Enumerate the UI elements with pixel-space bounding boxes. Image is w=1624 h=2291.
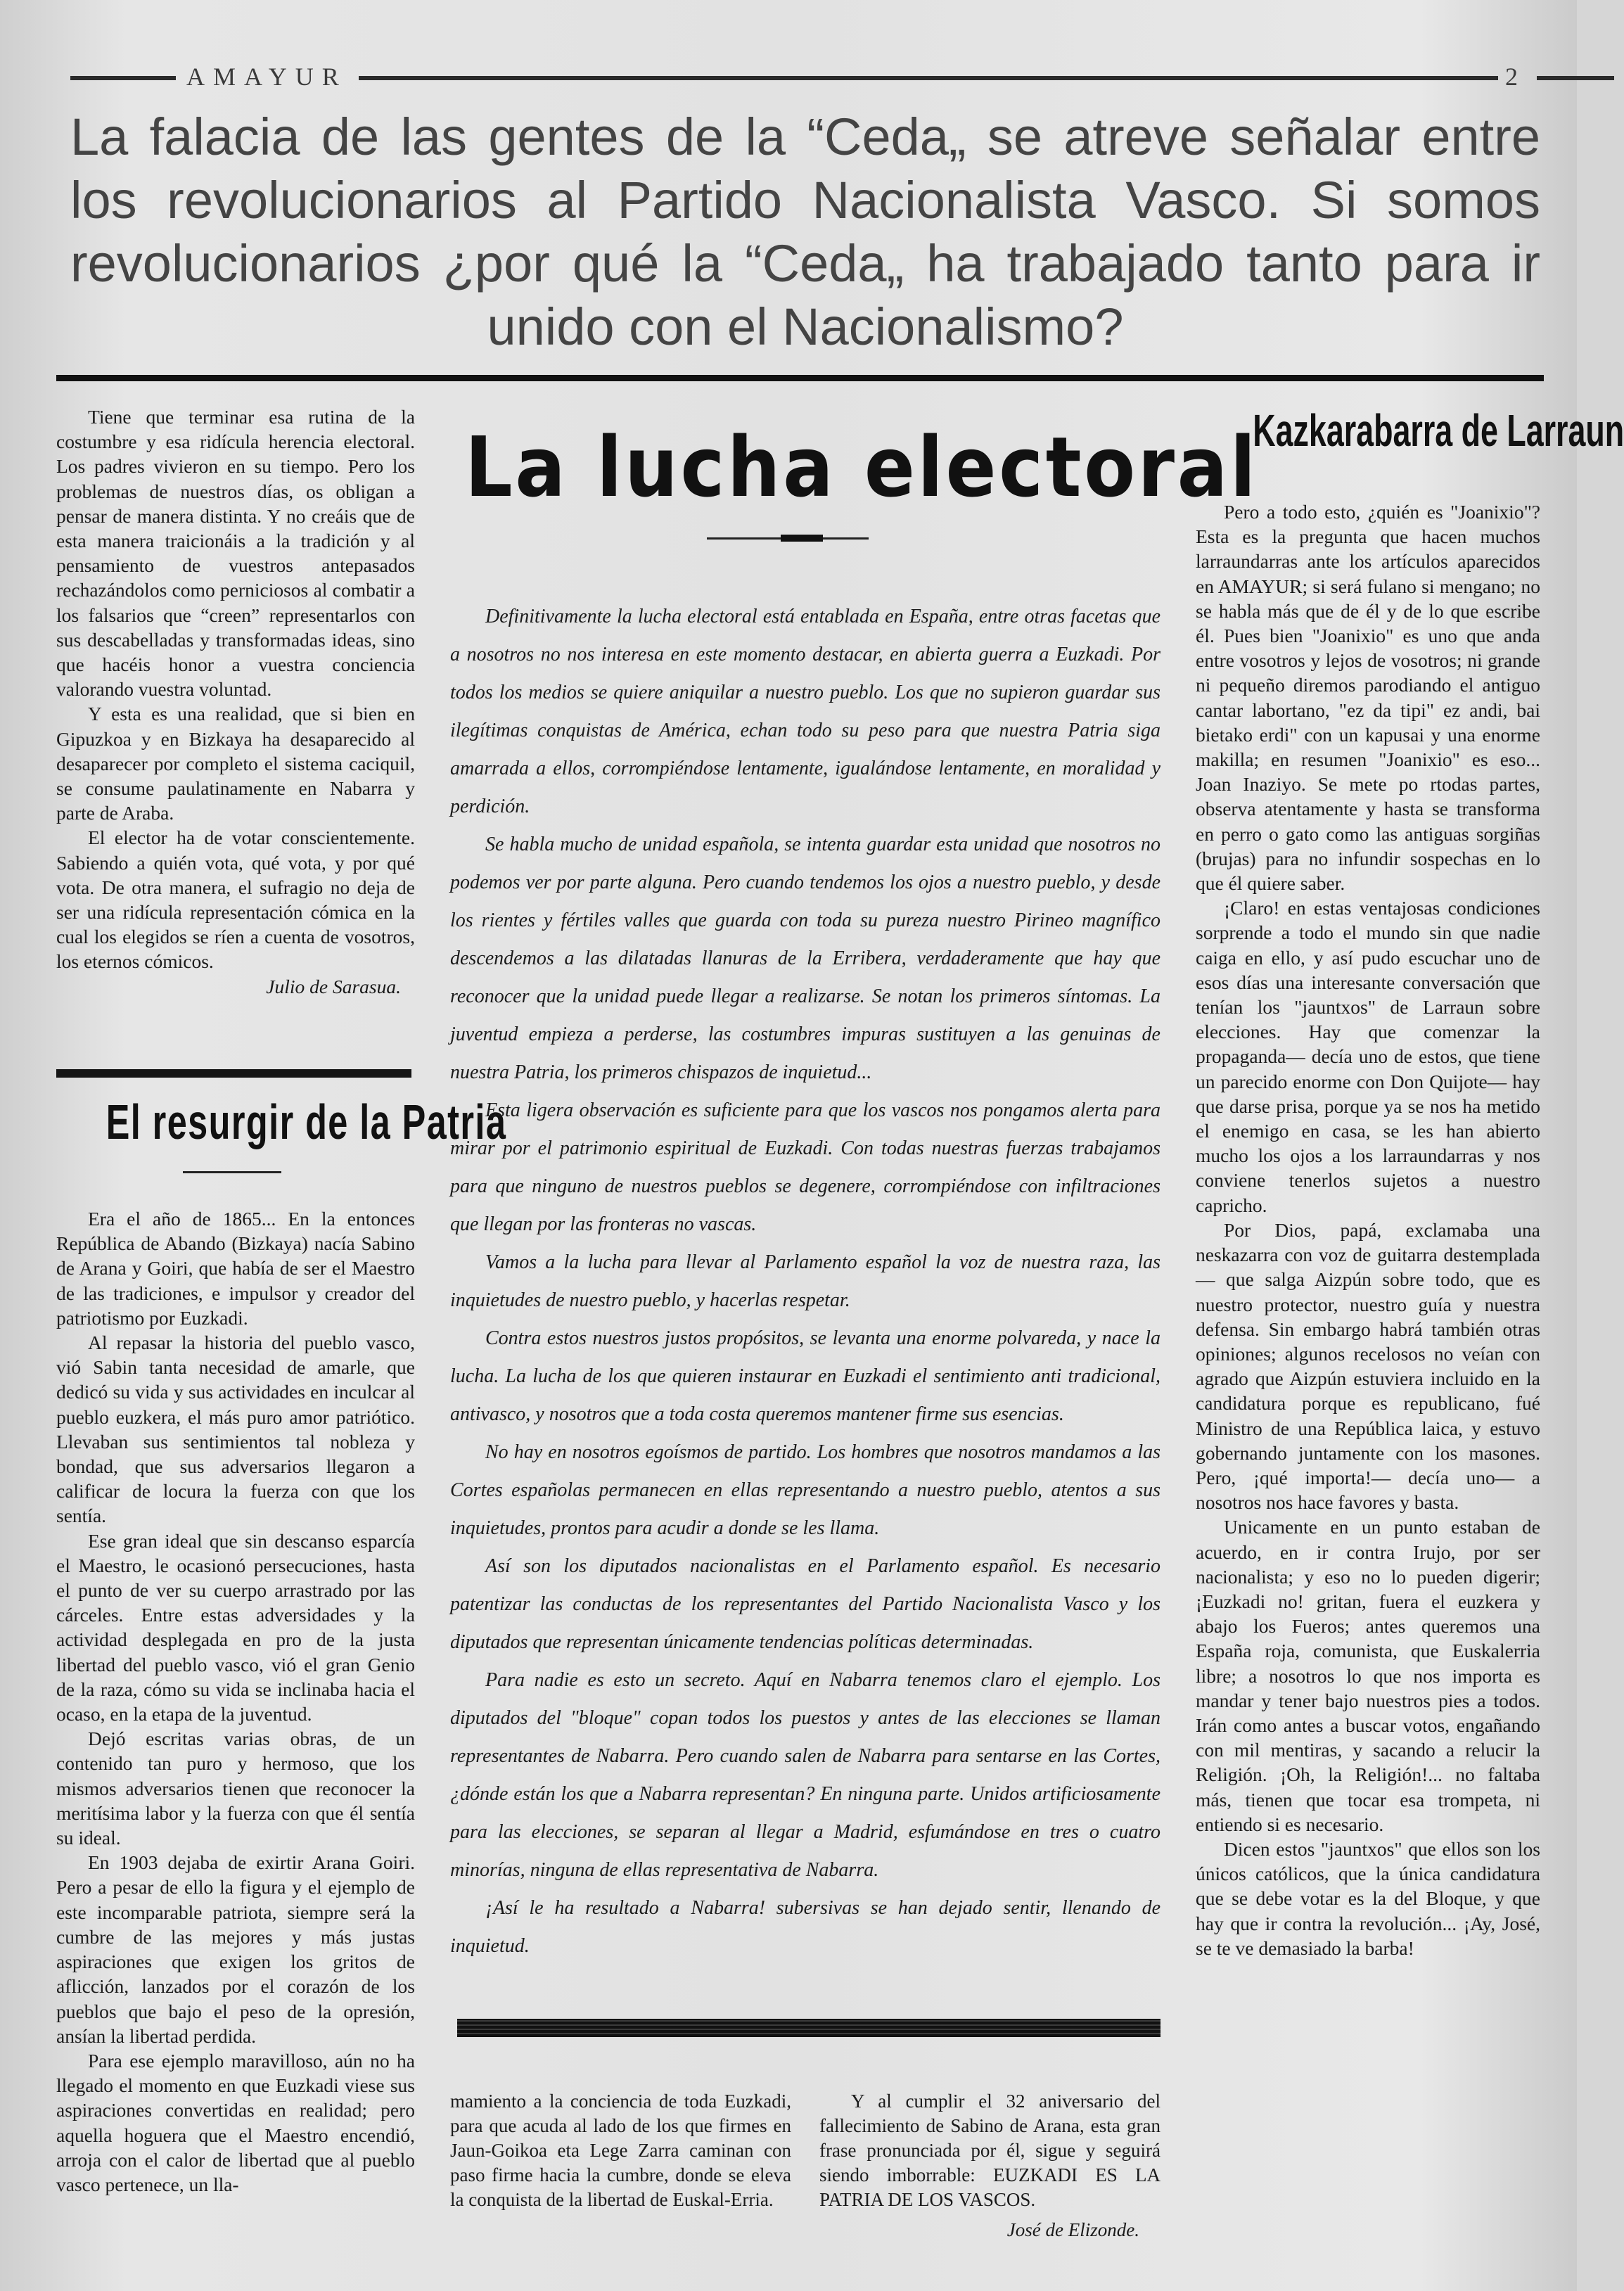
- paragraph: Y al cumplir el 32 aniversario del fallecimiento de Sabino de Arana, esta gran frase pronunciada por él, sigue y seguirá siendo imborrable: EUZKADI ES LA PATRIA DE LOS VASCOS.: [819, 2091, 1161, 2210]
- page-number: 2: [1505, 63, 1518, 91]
- paragraph: Definitivamente la lucha electoral está entablada en España, entre otras facetas que a nosotros no nos interesa en este momento destacar, en abierta guerra a Euzkadi. Por todos los medios se quiere aniquilar a nuestro pueblo. Los que no supieron guardar sus ilegítimas conquistas de América, echan todo su peso para que nuestra Patria siga amarrada a ellos, corrompiéndose lentamente, igualándose lentamente, en moralidad y perdición.: [450, 606, 1161, 817]
- resurgir-title: El resurgir de la Patria: [106, 1095, 507, 1149]
- right-article-title: Kazkarabarra de Larraun: [1253, 405, 1624, 456]
- paragraph: Ese gran ideal que sin descanso esparcía el Maestro, le ocasionó persecuciones, hasta el punto de ver su cuerpo arrastrado por las cárceles. Entre estas adversidades y la actividad desplegada en pro de la justa libertad del pueblo vasco, vió el gran Genio de la raza, cómo su vida se inclinaba hacia el ocaso, en la etapa de la juventud.: [56, 1529, 415, 1725]
- paragraph: Se habla mucho de unidad española, se intenta guardar esta unidad que nosotros no podemos ver por parte alguna. Pero cuando tendemos los ojos a nuestro pueblo, y desde los rientes y fértiles valles que guarda con toda su pureza nuestro Pirineo magnífico descendemos a las dilatadas llanuras de la Erribera, verdaderamente que hay que reconocer que la unidad puede llegar a realizarse. Se notan los primeros síntomas. La juventud empieza a perderse, las costumbres impuras sustituyen a las genuinas de nuestra Patria, los primeros chispazos de inquietud...: [450, 834, 1161, 1083]
- paragraph: ¡Claro! en estas ventajosas condiciones sorprende a todo el mundo sin que nadie caiga en ello, y así pudo escuchar uno de esos días una interesante conversación que tenían los "jauntxos" de Larraun sobre elecciones. Hay que comenzar la propaganda— decía uno de estos, que tiene un parecido enorme con Don Quijote— hay que darse prisa, porque ya se nos ha metido el enemigo en casa, se les han abierto mucho los ojos a los larraundarras y nos conviene tenerlos sujetos a nuestro capricho.: [1196, 897, 1540, 1216]
- paragraph: Por Dios, papá, exclamaba una neskazarra con voz de guitarra destemplada— que salga Aizpún sobre todo, que es nuestro protector, nuestro guía y nuestra defensa. Sin embargo habrá también otras opiniones; algunos recelosos no veían con agrado que Aizpún estuviera incluido en la candidatura porque es republicano, fué Ministro de una República laica, y estuvo gobernando juntamente con los masones. Pero, ¡qué importa!— decía uno— a nosotros nos hace favores y basta.: [1196, 1218, 1540, 1514]
- paragraph: Y esta es una realidad, que si bien en Gipuzkoa y en Bizkaya ha desaparecido al desaparecer por completo el sistema caciquil, se consume paulatinamente en Nabarra y parte de Araba.: [56, 703, 415, 824]
- section-divider: [56, 1069, 411, 1078]
- resurgir-article: [56, 1206, 415, 2197]
- paragraph: Al repasar la historia del pueblo vasco, vió Sabin tanta necesidad de amarle, que dedicó su vida y sus actividades en inculcar al pueblo euzkera, el más puro amor patriótico. Llevaban sus sentimientos tal nobleza y bondad, que sus adversarios llegaron a calificar de locura la fuerza con que los sentía.: [56, 1332, 415, 1527]
- paragraph: ¡Así le ha resultado a Nabarra! subersivas se han dejado sentir, llenando de inquietud.: [450, 1897, 1161, 1957]
- head-rule: [1537, 76, 1614, 80]
- paragraph: No hay en nosotros egoísmos de partido. Los hombres que nosotros mandamos a las Cortes españolas permanecen en ellas representando a nuestro pueblo, atentos a sus inquietudes, prontos para acudir a donde se les llama.: [450, 1441, 1161, 1539]
- running-head: [70, 62, 1533, 90]
- paragraph: Vamos a la lucha para llevar al Parlamento español la voz de nuestra raza, las inquietudes de nuestro pueblo, y hacerlas respetar.: [450, 1251, 1161, 1311]
- head-rule: [70, 76, 176, 80]
- paragraph: Esta ligera observación es suficiente para que los vascos nos pongamos alerta para mirar por el patrimonio espiritual de Euzkadi. Con todas nuestras fuerzas trabajamos para que ninguno de nuestros pueblos se degenere, corrompiéndose con infiltraciones que llegan por las fronteras no vascas.: [450, 1099, 1161, 1235]
- paragraph: En 1903 dejaba de exirtir Arana Goiri. Pero a pesar de ello la figura y el ejemplo de este incomparable patriota, siempre será la cumbre de las mejores y más justas aspiraciones que exigen los gritos de aflicción, lanzados por el corazón de los pueblos que bajo el peso de la opresión, ansían la libertad perdida.: [56, 1851, 415, 2047]
- paragraph: Era el año de 1865... En la entonces República de Abando (Bizkaya) nacía Sabino de Arana y Goiri, que había de ser el Maestro de las tradiciones, e impulsor y creador del patriotismo por Euzkadi.: [56, 1208, 415, 1329]
- paper-name: AMAYUR: [186, 63, 347, 91]
- paragraph: Así son los diputados nacionalistas en el Parlamento español. Es necesario patentizar las conductas de los representantes del Partido Nacionalista Vasco y los diputados que representan únicamente tendencias políticas determinadas.: [450, 1555, 1161, 1653]
- paragraph: Dejó escritas varias obras, de un contenido tan puro y hermoso, que los mismos adversarios tienen que reconocer la meritísima labor y la fuerza con que él sentía su ideal.: [56, 1728, 415, 1849]
- main-article-title: La lucha electoral: [465, 419, 1258, 516]
- signature: José de Elizonde.: [1006, 2219, 1139, 2240]
- paragraph: Dicen estos "jauntxos" que ellos son los únicos católicos, que la única candidatura que se debe votar es la del Bloque, y que hay que ir contra la revolución... ¡Ay, José, se te ve demasiado la barba!: [1196, 1837, 1540, 1959]
- paragraph: Contra estos nuestros justos propósitos, se levanta una enorme polvareda, y nace la lucha. La lucha de los que quieren instaurar en Euzkadi el sentimiento anti tradicional, antivasco, y nosotros que a toda costa queremos mantener firme sus esencias.: [450, 1327, 1161, 1425]
- signature: Julio de Sarasua.: [266, 975, 401, 997]
- resurgir-continuation: [450, 2089, 791, 2212]
- page-headline: La falacia de las gentes de la “Ceda„ se atreve señalar entre los revolucionarios al Partido Nacionalista Vasco. Si somos revolucionarios ¿por qué la “Ceda„ ha trabajado tanto para ir unido con el Nacionalismo?: [70, 108, 1540, 356]
- paragraph: Pero a todo esto, ¿quién es "Joanixio"? Esta es la pregunta que hacen muchos larraundarras ante los artículos aparecidos en AMAYUR; si será fulano si mengano; no se habla más que de él y de lo que escribe él. Pues bien "Joanixio" es uno que anda entre vosotros y lejos de vosotros; ni grande ni pequeño diremos parodiando el antiguo cantar labortano, "ez da tipi" ez andi, bai bietako erdi" con un kapusai y una enorme makilla; en resumen "Joanixio" es eso... Joan Inaziyo. Se mete po rtodas partes, observa atentamente y hasta se transforma en perro o gato como las antiguas sorgiñas (brujas) para no infundir sospechas en lo que él quiere saber.: [1196, 501, 1540, 895]
- paragraph: Unicamente en un punto estaban de acuerdo, en ir contra Irujo, por ser nacionalista; y eso no lo pueden digerir; ¡Euzkadi no! gritan, fuera el euzkera y abajo los Fueros; antes queremos una España roja, comunista, que Euskalerria libre; a nosotros lo que nos importa es mandar y tener bajo nuestros pies a todos. Irán como antes a buscar votos, engañando con mil mentiras, y sacando a relucir la Religión. ¡Oh, la Religión!... no faltaba más, tienen que tocar esa trompeta, ni entiendo si es necesario.: [1196, 1516, 1540, 1835]
- resurgir-continuation: [819, 2089, 1161, 2242]
- paragraph: Tiene que terminar esa rutina de la costumbre y esa ridícula herencia electoral. Los padres vivieron en su tiempo. Pero los problemas de nuestros días, os obligan a pensar de manera distinta. Y no creáis que de esta manera traicionáis a la tradición y al pensamiento de vuestros antepasados rechazándolos como perniciosos al combatir a los falsarios que “creen” representarlos con sus descabelladas y transformadas ideas, sino que hacéis honor a vuestra conciencia valorando vuestra voluntad.: [56, 406, 415, 701]
- paragraph: mamiento a la conciencia de toda Euzkadi, para que acuda al lado de los que firmes en Jaun-Goikoa eta Lege Zarra caminan con paso firme hacia la cumbre, donde se eleva la conquista de la libertad de Euskal-Erria.: [450, 2091, 791, 2210]
- paragraph: Para ese ejemplo maravilloso, aún no ha llegado el momento en que Euzkadi viese sus aspiraciones convertidas en realidad; pero aquella hoguera que el Maestro encendió, arroja con el calor de libertad que al pueblo vasco pertenece, un lla-: [56, 2049, 415, 2195]
- paragraph: El elector ha de votar conscientemente. Sabiendo a quién vota, qué vota, y por qué vota. De otra manera, el sufragio no deja de ser una ridícula representación cómica en la cual los elegidos se ríen a cuenta de vosotros, los eternos cómicos.: [56, 827, 415, 973]
- right-article: [1196, 499, 1540, 1960]
- paragraph: Para nadie es esto un secreto. Aquí en Nabarra tenemos claro el ejemplo. Los diputados del "bloque" copan todos los puestos y antes de las elecciones se llaman representantes de Nabarra. Pero cuando salen de Nabarra para sentarse en las Cortes, ¿dónde están los que a Nabarra representan? En ninguna parte. Unidos artificiosamente para las elecciones, se separan al llegar a Madrid, esfumándose en tres o cuatro minorías, ninguna de ellas representativa de Nabarra.: [450, 1669, 1161, 1881]
- left-article: [56, 404, 415, 999]
- headline-rule: [56, 375, 1544, 381]
- head-rule: [359, 76, 1498, 80]
- section-divider: [457, 2019, 1161, 2037]
- title-rule-ornament: [781, 535, 823, 542]
- main-article-body: [450, 598, 1161, 1965]
- title-rule: [183, 1171, 281, 1173]
